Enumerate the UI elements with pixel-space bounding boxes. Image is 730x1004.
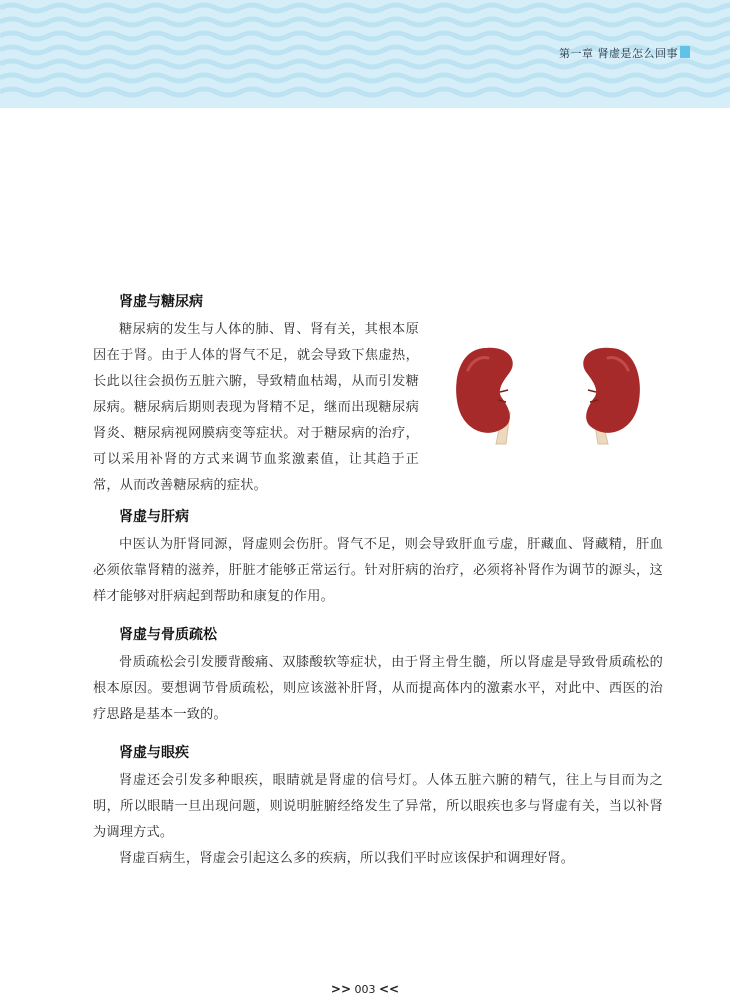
section-osteoporosis <box>93 626 663 728</box>
section-title: 肾虚与肝病 <box>119 509 189 525</box>
section-paragraph: 骨质疏松会引发腰背酸痛、双膝酸软等症状，由于肾主骨生髓，所以肾虚是导致骨质疏松的根本原因。要想调节骨质疏松，则应该滋补肝肾，从而提高体内的激素水平，对此中、西医的治疗思路是基本一致的。 <box>93 655 663 722</box>
arrow-right: << <box>379 982 400 996</box>
chapter-marker <box>680 46 690 58</box>
section-paragraph: 糖尿病的发生与人体的肺、胃、肾有关，其根本原因在于肾。由于人体的肾气不足，就会导致下焦虚热，长此以往会损伤五脏六腑，导致精血枯竭，从而引发糖尿病。糖尿病后期则表现为肾精不足，继而出现糖尿病肾炎、糖尿病视网膜病变等症状。对于糖尿病的治疗，可以采用补肾的方式来调节血浆激素值，让其趋于正常，从而改善糖尿病的症状。 <box>93 322 419 493</box>
section-paragraph: 中医认为肝肾同源，肾虚则会伤肝。肾气不足，则会导致肝血亏虚，肝藏血、肾藏精，肝血必须依靠肾精的滋养，肝脏才能够正常运行。针对肝病的治疗，必须将补肾作为调节的源头，这样才能够对肝病起到帮助和康复的作用。 <box>93 537 663 604</box>
section-paragraph: 肾虚百病生，肾虚会引起这么多的疾病，所以我们平时应该保护和调理好肾。 <box>119 851 575 866</box>
kidneys-icon <box>448 340 658 450</box>
page-number <box>0 982 730 996</box>
section-title: 肾虚与眼疾 <box>119 745 189 761</box>
header-wave-band <box>0 0 730 108</box>
section-eye-disease <box>93 744 663 872</box>
arrow-left: >> <box>330 982 351 996</box>
section-diabetes <box>93 293 419 499</box>
section-paragraph: 肾虚还会引发多种眼疾，眼睛就是肾虚的信号灯。人体五脏六腑的精气，往上与目而为之明，所以眼睛一旦出现问题，则说明脏腑经络发生了异常，所以眼疾也多与肾虚有关，当以补肾为调理方式。 <box>93 773 663 840</box>
section-title: 肾虚与糖尿病 <box>119 294 203 310</box>
chapter-title: 第一章 肾虚是怎么回事 <box>559 47 678 60</box>
section-title: 肾虚与骨质疏松 <box>119 627 217 643</box>
section-liver <box>93 508 663 610</box>
page-number-value: 003 <box>354 983 376 996</box>
